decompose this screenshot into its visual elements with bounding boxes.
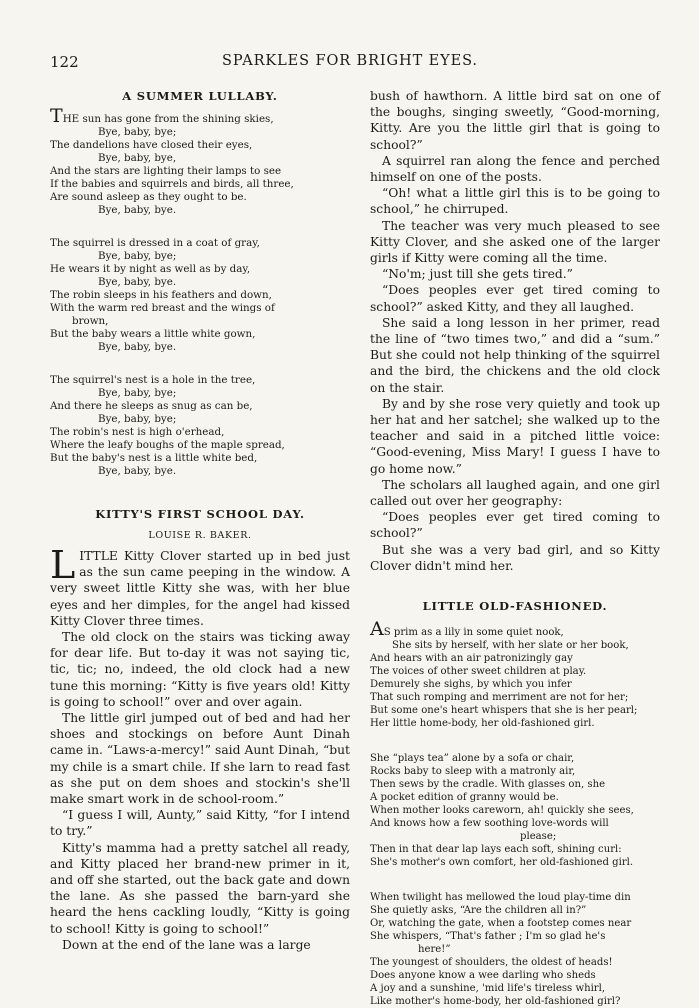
page-number: 122 [50,53,79,71]
poem-line: And there he sleeps as snug as can be, [50,400,253,412]
paragraph: LITTLE Kitty Clover started up in bed just as the sun came peeping in the window. A very sweet little Kitty she was, with her blue eyes and her dimples, for the angel had kissed Kitty Clover three times. [50,543,350,628]
poem-line: A pocket edition of granny would be. [370,792,559,804]
oldfashioned-stanza-1 [370,618,660,730]
poem-line: But some one's heart whispers that she is her pearl; [370,705,638,717]
poem-line: Where the leafy boughs of the maple spread, [50,439,285,451]
oldfashioned-stanza-3 [370,891,660,1008]
poem-line: And knows how a few soothing love-words will [370,818,609,830]
poem-line: AS prim as a lily in some quiet nook, [370,618,564,641]
running-head [50,53,650,73]
poem-line: Bye, baby, bye. [98,204,177,216]
lullaby-stanza-1 [50,105,350,217]
poem-line: The dandelions have closed their eyes, [50,139,253,151]
poem-line: Her little home-body, her old-fashioned girl. [370,718,595,730]
poem-line: THE sun has gone from the shining skies, [50,105,274,127]
poem-line: A joy and a sunshine, 'mid life's tireless whirl, [370,983,606,995]
poem-line: Or, watching the gate, when a footstep comes near [370,918,632,930]
poem-line: The robin sleeps in his feathers and down, [50,289,272,301]
poem-line: The youngest of shoulders, the oldest of heads! [370,957,613,969]
lullaby-stanza-3 [50,374,350,478]
left-column [50,88,350,953]
poem-line: The robin's nest is high o'erhead, [50,426,225,438]
poem-initial: A [370,618,384,641]
paragraph: “I guess I will, Aunty,” said Kitty, “for I intend to try.” [50,808,350,839]
poem-initial: T [50,105,63,127]
poem-line: Rocks baby to sleep with a matronly air, [370,766,576,778]
poem-line: When twilight has mellowed the loud play-time din [370,892,631,904]
poem-line: Then in that dear lap lays each soft, shining curl: [370,844,622,856]
poem-line: When mother looks careworn, ah! quickly she sees, [370,805,634,817]
paragraph: “Does peoples ever get tired coming to school?” asked Kitty, and they all laughed. [370,283,660,314]
lullaby-poem [50,105,350,478]
poem-line: She whispers, “That's father ; I'm so glad he's [370,931,606,943]
right-column [370,88,660,1008]
paragraph: “Does peoples ever get tired coming to school?” [370,510,660,541]
poem-line: She “plays tea” alone by a sofa or chair, [370,753,575,765]
poem-line: The voices of other sweet children at play. [370,666,587,678]
paragraph: By and by she rose very quietly and took up her hat and her satchel; she walked up to the teacher and said in a pitched little voice: “Good-evening, Miss Mary! I guess I have to go home now.” [370,396,660,476]
lullaby-stanza-2 [50,237,350,354]
poem-line: Demurely she sighs, by which you infer [370,679,572,691]
paragraph: The teacher was very much pleased to see Kitty Clover, and she asked one of the larger girls if Kitty were coming all the time. [370,218,660,266]
poem-line: She sits by herself, with her slate or her book, [392,640,629,652]
poem-line: Bye, baby, bye; [98,387,177,399]
poem-line: He wears it by night as well as by day, [50,263,251,275]
poem-line: Bye, baby, bye. [98,276,177,288]
paragraph: She said a long lesson in her primer, read the line of “two times two,” and did a “sum.” But she could not help thinking of the squirrel and the bird, the chickens and the old clock on the stair. [370,315,660,395]
paragraph: A squirrel ran along the fence and perched himself on one of the posts. [370,153,660,185]
poem-line: But the baby wears a little white gown, [50,328,256,340]
poem-line: If the babies and squirrels and birds, all three, [50,178,294,190]
poem-line: brown, [72,315,109,327]
paragraph: But she was a very bad girl, and so Kitty Clover didn't mind her. [370,542,660,573]
poem-line: Bye, baby, bye; [98,250,177,262]
poem-line: And the stars are lighting their lamps to see [50,165,282,177]
paragraph: Down at the end of the lane was a large [62,937,311,952]
paragraph: “Oh! what a little girl this is to be going to school,” he chirruped. [370,186,660,217]
kitty-story-left [50,543,350,953]
poem-line: here!” [418,944,451,956]
paragraph: The old clock on the stairs was ticking away for dear life. But to-day it was not saying tic, tic, tic; no, indeed, the old clock had a new tune this morning: “Kitty is five years old! Kitty is going to school!” over and over again. [50,630,350,709]
paragraph: The scholars all laughed again, and one girl called out over her geography: [370,477,660,509]
kitty-title: KITTY'S FIRST SCHOOL DAY. [95,507,305,521]
poem-line: please; [520,831,557,843]
poem-line: But the baby's nest is a little white bed, [50,452,258,464]
poem-line: The squirrel is dressed in a coat of gray, [50,237,260,249]
oldfashioned-poem [370,618,660,1008]
running-title: SPARKLES FOR BRIGHT EYES. [222,53,478,69]
oldfashioned-stanza-2 [370,752,660,869]
paragraph: The little girl jumped out of bed and had her shoes and stockings on before Aunt Dinah came in. “Laws-a-mercy!” said Aunt Dinah, “but my chile is a smart chile. If she larn to read fast as she put on dem shoes and stockin's she'll make smart work in de school-room.” [50,711,350,807]
poem-line: Like mother's home-body, her old-fashioned girl? [370,996,621,1008]
lullaby-title: A SUMMER LULLABY. [122,89,278,103]
poem-line: Bye, baby, bye. [98,465,177,477]
poem-line: Bye, baby, bye, [98,152,177,164]
poem-line: That such romping and merriment are not for her; [370,692,629,704]
poem-line: Then sews by the cradle. With glasses on, she [370,779,606,791]
paragraph: “No'm; just till she gets tired.” [382,267,573,282]
kitty-author: LOUISE R. BAKER. [148,530,252,541]
poem-line: Bye, baby, bye; [98,126,177,138]
poem-line: Are sound asleep as they ought to be. [50,191,247,203]
poem-line: With the warm red breast and the wings of [50,302,275,314]
oldfashioned-title: LITTLE OLD-FASHIONED. [422,599,608,614]
kitty-story-right [370,88,660,574]
poem-line: The squirrel's nest is a hole in the tree, [50,374,256,386]
poem-line: She's mother's own comfort, her old-fashioned girl. [370,857,634,869]
poem-line: And hears with an air patronizingly gay [370,653,573,665]
poem-line: Bye, baby, bye. [98,341,177,353]
paragraph: Kitty's mamma had a pretty satchel all ready, and Kitty placed her brand-new primer in it, and off she started, out the back gate and down the lane. As she passed the barn-yard she heard the hens cackling loudly, “Kitty is going to school! Kitty is going to school!” [50,840,350,936]
poem-line: Bye, baby, bye; [98,413,177,425]
drop-cap: L [50,543,76,587]
poem-line: She quietly asks, “Are the children all in?” [370,905,587,917]
poem-line: Does anyone know a wee darling who sheds [370,970,596,982]
paragraph: bush of hawthorn. A little bird sat on one of the boughs, singing sweetly, “Good-morning, Kitty. Are you the little girl that is going to school?” [370,89,660,152]
